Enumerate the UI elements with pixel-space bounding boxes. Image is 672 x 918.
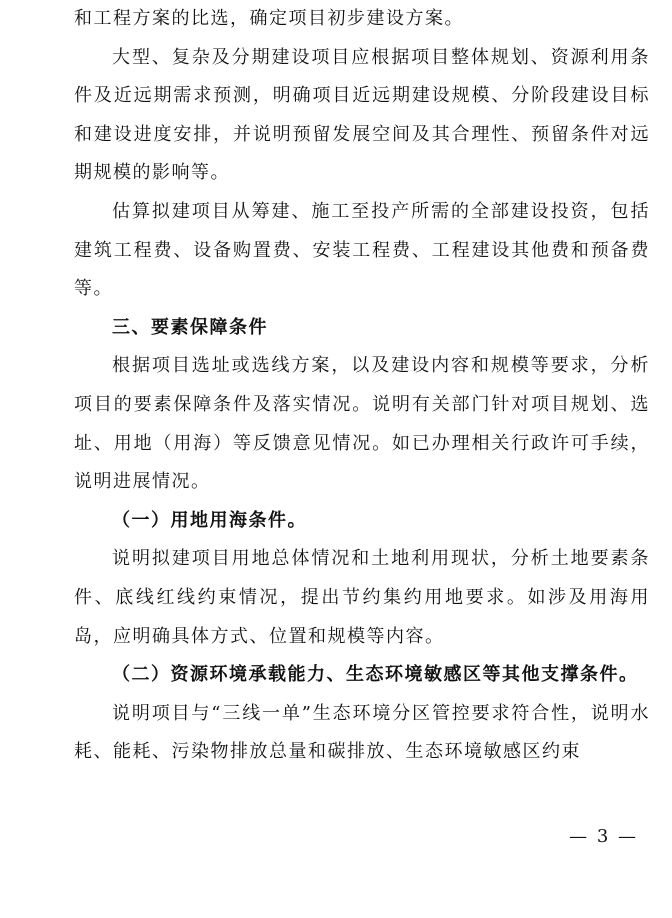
paragraph-land-use: 说明拟建项目用地总体情况和土地利用现状，分析土地要素条件、底线红线约束情况，提出节约集约用地要求。如涉及用海用岛，应明确具体方式、位置和规模等内容。 (74, 548, 650, 647)
paragraph-phased-construction: 大型、复杂及分期建设项目应根据项目整体规划、资源利用条件及近远期需求预测，明确项目近远期建设规模、分阶段建设目标和建设进度安排，并说明预留发展空间及其合理性、预留条件对远期规模的影响等。 (74, 46, 650, 184)
subsection-heading-land-sea: （一）用地用海条件。 (112, 509, 307, 531)
paragraph-continuation: 和工程方案的比选，确定项目初步建设方案。 (74, 8, 464, 29)
paragraph-three-lines-one-list: 说明项目与“三线一单”生态环境分区管控要求符合性，说明水耗、能耗、污染物排放总量和碳排放、生态环境敏感区约束 (74, 702, 650, 763)
section-heading-factor-guarantee: 三、要素保障条件 (112, 316, 268, 338)
page-number: — 3 — (569, 826, 638, 847)
subsection-heading-resource-environment: （二）资源环境承载能力、生态环境敏感区等其他支撑条件。 (112, 664, 639, 686)
paragraph-factor-guarantee: 根据项目选址或选线方案，以及建设内容和规模等要求，分析项目的要素保障条件及落实情况。说明有关部门针对项目规划、选址、用地（用海）等反馈意见情况。如已办理相关行政许可手续，说明进展情况。 (74, 355, 650, 493)
paragraph-investment-estimate: 估算拟建项目从筹建、施工至投产所需的全部建设投资，包括建筑工程费、设备购置费、安装工程费、工程建设其他费和预备费等。 (74, 200, 650, 300)
document-body (74, 0, 650, 772)
